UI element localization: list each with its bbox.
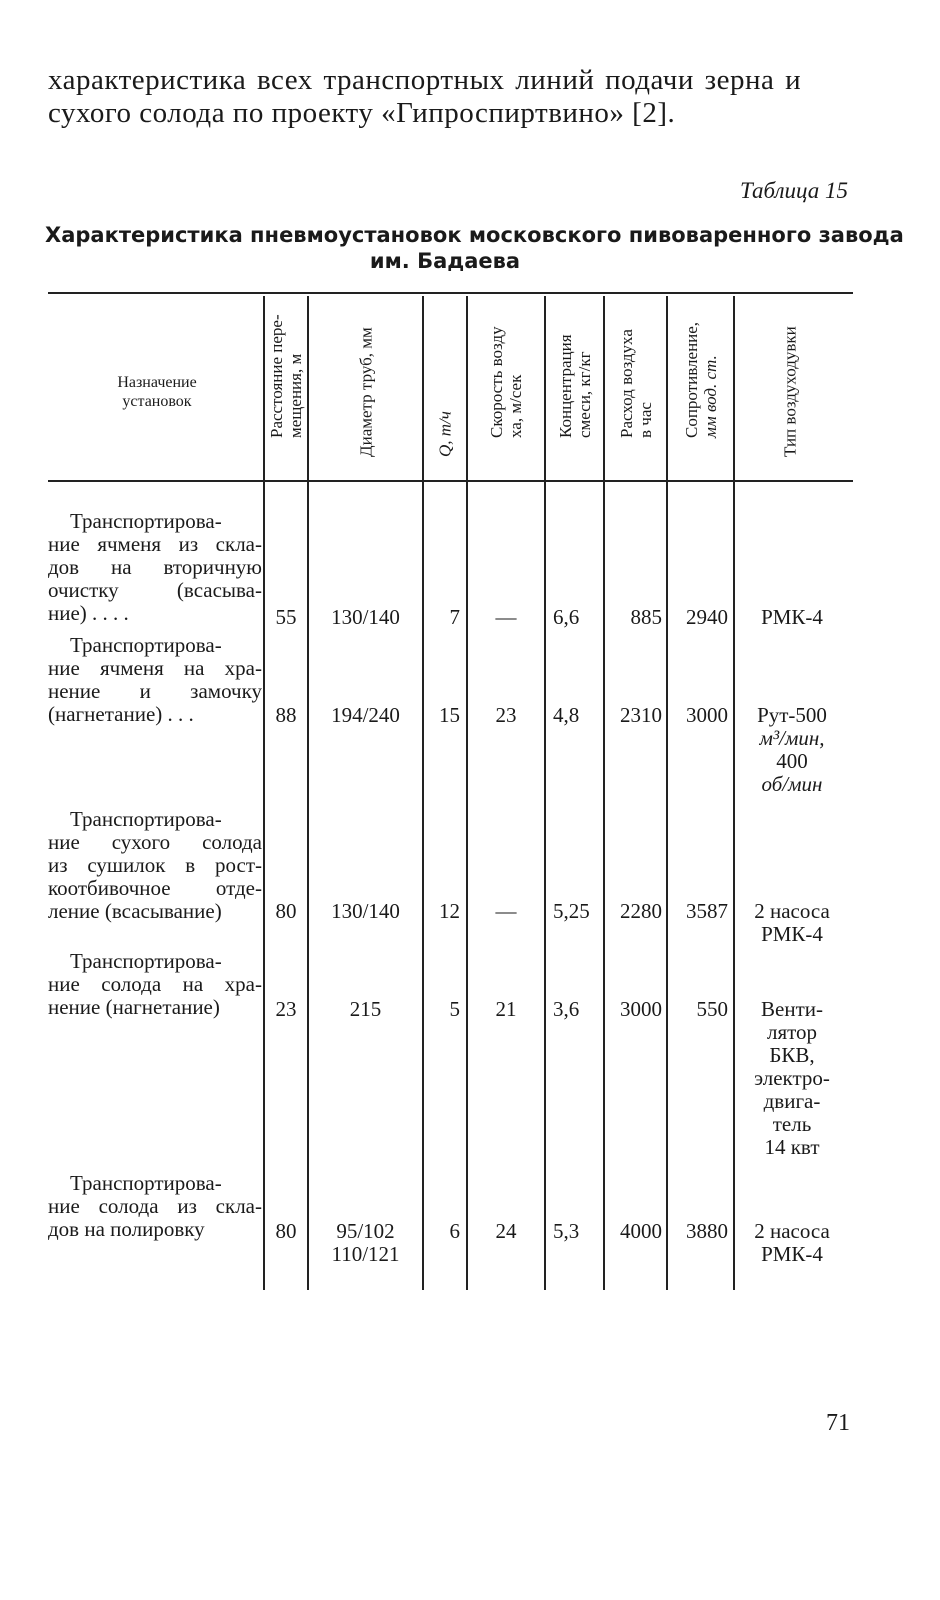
cell-air: 3000 — [620, 997, 662, 1021]
cell-speed: 21 — [495, 997, 517, 1021]
purpose-line: ние солода из скла- — [48, 1194, 262, 1218]
purpose-line: Транспортирова- — [70, 509, 222, 533]
purpose-line: нение (нагнетание) — [48, 995, 220, 1019]
purpose-line: ление (всасывание) — [48, 899, 222, 923]
cell-blower — [740, 704, 844, 796]
cell-diameter: 194/240 — [331, 703, 400, 727]
header-rotated — [556, 334, 594, 438]
cell-speed: — — [495, 899, 517, 923]
cell-distance: 55 — [275, 605, 297, 629]
purpose-line: коотбивочное отде- — [48, 876, 262, 900]
cell-q: 7 — [449, 605, 460, 629]
blower-line: Рут-500 — [757, 703, 827, 727]
cell-concentration: 4,8 — [553, 703, 580, 727]
cell-concentration: 5,3 — [553, 1219, 580, 1243]
cell-air: 885 — [630, 605, 662, 629]
blower-line: лятор — [766, 1020, 818, 1044]
cell-q: 12 — [439, 899, 460, 923]
row-purpose — [48, 634, 262, 726]
blower-line: РМК-4 — [761, 1242, 823, 1266]
cell-speed: 23 — [495, 703, 517, 727]
purpose-line: Транспортирова- — [70, 633, 222, 657]
row-purpose — [48, 808, 262, 923]
diameter-line: 95/102 — [336, 1219, 395, 1243]
cell-resistance: 3880 — [686, 1219, 728, 1243]
header-rotated — [617, 329, 655, 438]
header-air — [605, 300, 666, 476]
cell-diameter: 215 — [349, 997, 382, 1021]
blower-line: 2 насоса — [754, 899, 830, 923]
header-text: Расход воздуха — [616, 329, 636, 438]
purpose-line: дов на вторичную — [48, 555, 262, 579]
header-distance — [265, 300, 307, 476]
caption-line: Характеристика пневмоустановок московского пивоваренного завода — [45, 223, 904, 247]
header-text: Q, т/ч — [435, 411, 455, 457]
header-text: Концентрация — [555, 334, 575, 438]
cell-concentration: 5,25 — [553, 899, 590, 923]
cell-diameter — [309, 1220, 422, 1266]
header-text: мещения, м — [286, 353, 305, 438]
table-number: Таблица 15 — [739, 178, 848, 203]
cell-distance: 80 — [275, 899, 297, 923]
blower-line: РМК-4 — [761, 922, 823, 946]
header-concentration — [546, 300, 603, 476]
cell-resistance: 3000 — [686, 703, 728, 727]
header-rotated — [436, 411, 455, 457]
cell-distance: 23 — [275, 997, 297, 1021]
purpose-line: нение и замочку — [48, 679, 262, 703]
blower-line: м³/мин, — [759, 726, 825, 750]
blower-line: электро- — [754, 1066, 830, 1090]
cell-diameter: 130/140 — [331, 899, 400, 923]
caption-line: им. Бадаева — [369, 249, 521, 273]
cell-speed: — — [495, 605, 517, 629]
header-speed — [468, 300, 544, 476]
cell-q: 5 — [449, 997, 460, 1021]
blower-line: Венти- — [761, 997, 823, 1021]
header-rotated — [781, 326, 800, 457]
page-number: 71 — [826, 1410, 850, 1436]
header-rotated — [267, 314, 305, 438]
row-purpose — [48, 1172, 262, 1241]
purpose-line: Транспортирова- — [70, 1171, 222, 1195]
header-text: Тип воздуходувки — [780, 326, 800, 457]
header-text: Расстояние пере- — [267, 314, 286, 438]
purpose-line: ние) . . . . — [48, 601, 129, 625]
cell-resistance: 2940 — [686, 605, 728, 629]
purpose-line: ние ячменя из скла- — [48, 532, 262, 556]
cell-blower — [740, 900, 844, 946]
cell-blower — [740, 1220, 844, 1266]
intro-line: сухого солода по проекту «Гипроспиртвино» [2]. — [48, 97, 676, 129]
blower-line: РМК-4 — [761, 605, 823, 629]
intro-line: характеристика всех транспортных линий подачи зерна и — [48, 64, 802, 96]
purpose-line: (нагнетание) . . . — [48, 702, 194, 726]
cell-air: 4000 — [620, 1219, 662, 1243]
cell-speed: 24 — [495, 1219, 517, 1243]
header-diameter — [309, 300, 422, 476]
cell-resistance: 3587 — [686, 899, 728, 923]
table-top-rule — [48, 292, 853, 294]
cell-distance: 80 — [275, 1219, 297, 1243]
diameter-line: 110/121 — [331, 1242, 400, 1266]
header-text: Диаметр труб, мм — [356, 327, 375, 457]
header-text: в час — [635, 402, 655, 438]
cell-resistance: 550 — [696, 997, 728, 1021]
blower-line: тель — [772, 1112, 812, 1136]
header-text: Сопротивление, — [681, 321, 701, 438]
blower-line: двига- — [763, 1089, 821, 1113]
blower-line: 2 насоса — [754, 1219, 830, 1243]
row-purpose — [48, 950, 262, 1019]
row-purpose — [48, 510, 262, 625]
purpose-line: ние солода на хра- — [48, 972, 262, 996]
cell-concentration: 3,6 — [553, 997, 580, 1021]
header-rotated — [682, 322, 720, 438]
purpose-line: Транспортирова- — [70, 807, 222, 831]
purpose-line: дов на полировку — [48, 1217, 205, 1241]
cell-distance: 88 — [275, 703, 297, 727]
header-text: Скорость возду — [487, 326, 506, 438]
header-blower — [735, 300, 845, 476]
cell-q: 15 — [439, 703, 460, 727]
header-text: смеси, кг/кг — [574, 351, 594, 438]
header-text: установок — [122, 393, 192, 410]
header-text: мм вод. ст. — [700, 355, 720, 438]
purpose-line: очистку (всасыва- — [48, 578, 262, 602]
header-rotated — [356, 327, 375, 457]
header-text: ха, м/сек — [506, 374, 525, 438]
header-resistance — [668, 300, 733, 476]
cell-q: 6 — [449, 1219, 460, 1243]
cell-diameter: 130/140 — [331, 605, 400, 629]
cell-concentration: 6,6 — [553, 605, 580, 629]
table-caption — [45, 222, 904, 274]
header-rotated — [487, 326, 525, 438]
header-purpose — [52, 373, 262, 411]
header-q — [424, 300, 466, 476]
blower-line: 14 квт — [764, 1135, 820, 1159]
purpose-line: из сушилок в рост- — [48, 853, 262, 877]
cell-air: 2280 — [620, 899, 662, 923]
cell-blower — [740, 606, 844, 629]
blower-line: об/мин — [761, 772, 823, 796]
blower-line: 400 — [776, 749, 808, 773]
cell-blower — [740, 998, 844, 1159]
blower-line: БКВ, — [769, 1043, 815, 1067]
purpose-line: Транспортирова- — [70, 949, 222, 973]
purpose-line: ние сухого солода — [48, 830, 262, 854]
intro-paragraph — [48, 64, 848, 130]
purpose-line: ние ячменя на хра- — [48, 656, 262, 680]
cell-air: 2310 — [620, 703, 662, 727]
header-text: Назначение — [117, 374, 197, 391]
